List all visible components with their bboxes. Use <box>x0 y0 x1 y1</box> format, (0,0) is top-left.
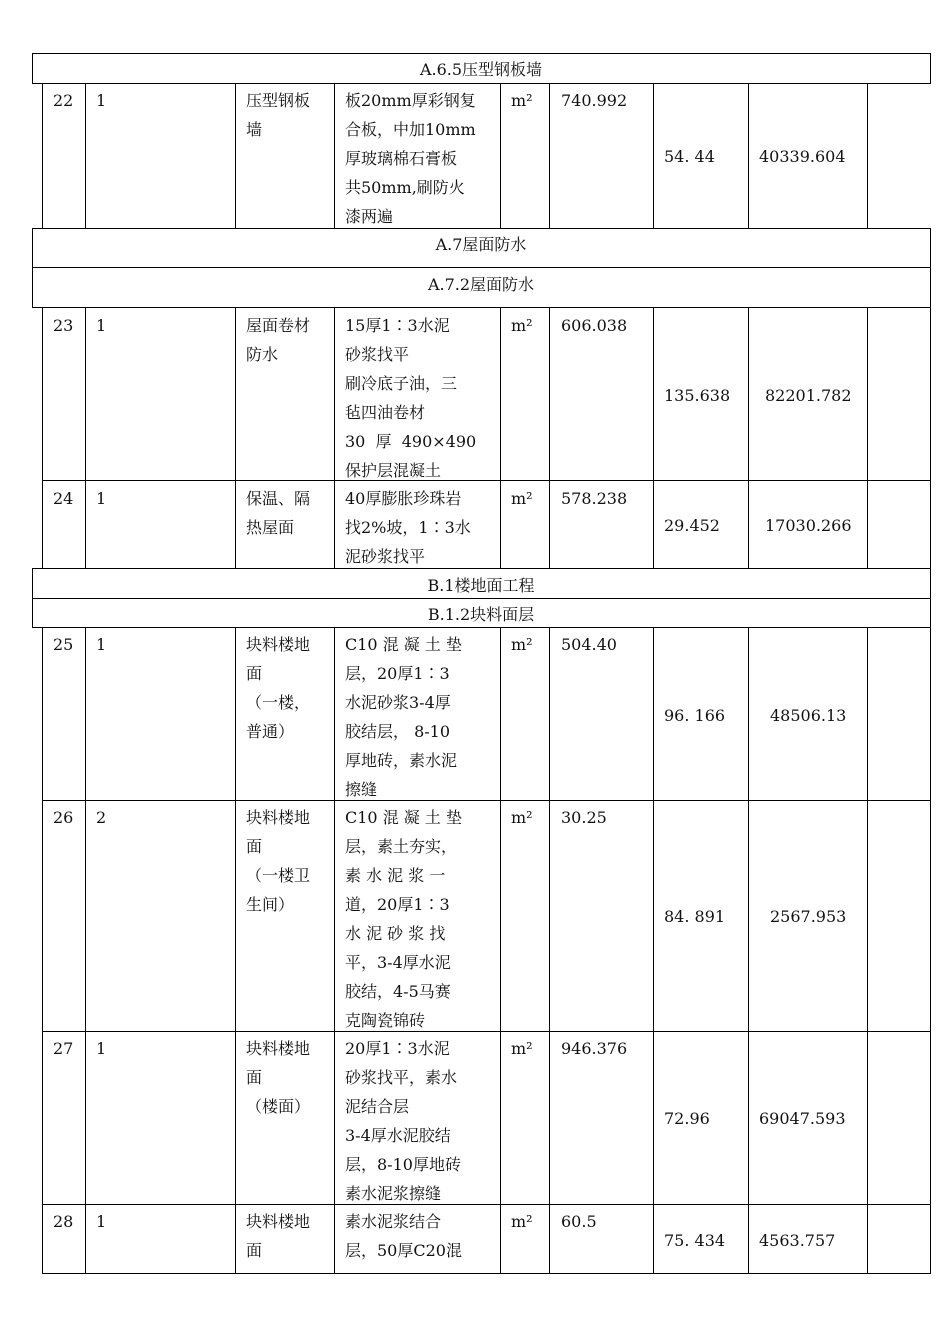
section-header-a65: A.6.5压型钢板墙 <box>419 60 543 79</box>
cell-name: 压型钢板 墙 <box>246 91 311 139</box>
cell-total: 48506.13 <box>770 706 847 725</box>
table-rule <box>930 627 931 1273</box>
cell-qty: 60.5 <box>561 1212 597 1231</box>
table-rule <box>930 568 931 627</box>
table-rule <box>549 83 550 228</box>
cell-no: 28 <box>53 1212 74 1231</box>
table-rule <box>85 627 86 1273</box>
cell-name: 块料楼地 面 （一楼卫 生间） <box>246 808 311 914</box>
cell-total: 2567.953 <box>770 907 847 926</box>
cell-total: 69047.593 <box>759 1109 846 1128</box>
table-rule <box>930 228 931 307</box>
cell-price: 75. 434 <box>664 1231 726 1250</box>
cell-total: 40339.604 <box>759 147 846 166</box>
cell-unit: m² <box>511 489 533 508</box>
cell-name: 屋面卷材 防水 <box>246 316 311 364</box>
cell-no: 22 <box>53 91 74 110</box>
cell-desc: C10 混 凝 土 垫 层，20厚1∶3 水泥砂浆3-4厚 胶结层， 8-10 厚地砖，素水泥 擦缝 <box>345 635 462 799</box>
table-rule <box>85 83 86 228</box>
table-rule <box>32 53 33 83</box>
table-rule <box>85 307 86 568</box>
cell-unit: m² <box>511 808 533 827</box>
cell-price: 96. 166 <box>664 706 726 725</box>
table-rule <box>32 53 931 54</box>
table-rule <box>42 1204 931 1205</box>
cell-seq: 1 <box>96 316 107 335</box>
cell-name: 块料楼地 面 （一楼， 普通） <box>246 635 311 741</box>
table-rule <box>42 1031 931 1032</box>
table-rule <box>748 307 749 568</box>
table-rule <box>42 83 43 228</box>
cell-unit: m² <box>511 316 533 335</box>
cell-seq: 1 <box>96 1212 107 1231</box>
cell-no: 23 <box>53 316 74 335</box>
section-header-a7: A.7屋面防水 <box>435 235 527 254</box>
cell-qty: 606.038 <box>561 316 628 335</box>
cell-no: 27 <box>53 1039 74 1058</box>
cell-price: 135.638 <box>664 386 731 405</box>
cell-price: 29.452 <box>664 516 720 535</box>
table-rule <box>32 568 931 569</box>
table-rule <box>235 307 236 568</box>
table-rule <box>500 83 501 228</box>
table-rule <box>32 598 931 599</box>
cell-seq: 1 <box>96 91 107 110</box>
cell-name: 块料楼地 面 <box>246 1212 311 1260</box>
table-rule <box>42 627 43 1273</box>
cell-qty: 740.992 <box>561 91 628 110</box>
cell-desc: 15厚1∶3水泥 砂浆找平 刷冷底子油，三 毡四油卷材 30 厚 490×490 保护层混凝土 <box>345 316 477 480</box>
table-rule <box>748 83 749 228</box>
cell-no: 25 <box>53 635 74 654</box>
table-rule <box>334 627 335 1273</box>
cell-qty: 504.40 <box>561 635 617 654</box>
cell-total: 82201.782 <box>765 386 852 405</box>
section-header-a72: A.7.2屋面防水 <box>427 275 535 294</box>
cell-desc: 20厚1∶3水泥 砂浆找平，素水 泥结合层 3-4厚水泥胶结 层，8-10厚地砖 素水泥浆擦缝 <box>345 1039 461 1203</box>
cell-price: 72.96 <box>664 1109 710 1128</box>
table-rule <box>42 800 931 801</box>
table-rule <box>334 83 335 228</box>
table-rule <box>32 568 33 627</box>
table-rule <box>930 53 931 83</box>
table-rule <box>653 83 654 228</box>
table-rule <box>653 627 654 1273</box>
table-rule <box>549 307 550 568</box>
cell-qty: 30.25 <box>561 808 607 827</box>
cell-desc: 素水泥浆结合 层，50厚C20混 <box>345 1212 462 1260</box>
cell-desc: 板20mm厚彩钢复 合板，中加10mm 厚玻璃棉石膏板 共50mm,刷防火 漆两遍 <box>345 91 476 226</box>
table-rule <box>42 480 931 481</box>
table-rule <box>235 83 236 228</box>
cell-seq: 2 <box>96 808 107 827</box>
table-rule <box>867 307 868 568</box>
cell-desc: C10 混 凝 土 垫 层，素土夯实， 素 水 泥 浆 一 道，20厚1∶3 水 泥 砂 浆 找 平，3-4厚水泥 胶结，4-5马赛 克陶瓷锦砖 <box>345 808 462 1030</box>
table-rule <box>867 627 868 1273</box>
cell-unit: m² <box>511 1212 533 1231</box>
cell-no: 26 <box>53 808 74 827</box>
table-rule <box>930 307 931 568</box>
cell-total: 4563.757 <box>759 1231 836 1250</box>
cell-seq: 1 <box>96 635 107 654</box>
table-rule <box>32 228 33 307</box>
table-rule <box>32 307 931 308</box>
cell-qty: 578.238 <box>561 489 628 508</box>
cell-name: 块料楼地 面 （楼面） <box>246 1039 311 1116</box>
table-rule <box>42 307 43 568</box>
table-rule <box>549 627 550 1273</box>
cell-unit: m² <box>511 635 533 654</box>
cell-unit: m² <box>511 91 533 110</box>
cell-seq: 1 <box>96 489 107 508</box>
section-header-b1: B.1楼地面工程 <box>427 576 535 595</box>
cell-qty: 946.376 <box>561 1039 628 1058</box>
table-rule <box>235 627 236 1273</box>
section-header-b12: B.1.2块料面层 <box>427 605 535 624</box>
table-rule <box>500 307 501 568</box>
cell-desc: 40厚膨胀珍珠岩 找2%坡，1∶3水 泥砂浆找平 <box>345 489 471 566</box>
table-rule <box>867 83 868 228</box>
cell-total: 17030.266 <box>765 516 852 535</box>
cell-price: 84. 891 <box>664 907 726 926</box>
table-rule <box>500 627 501 1273</box>
table-rule <box>32 627 931 628</box>
table-rule <box>42 1273 931 1274</box>
table-rule <box>32 267 931 268</box>
table-rule <box>653 307 654 568</box>
table-rule <box>334 307 335 568</box>
cell-name: 保温、隔 热屋面 <box>246 489 311 537</box>
table-rule <box>748 627 749 1273</box>
cell-no: 24 <box>53 489 74 508</box>
table-rule <box>32 83 931 84</box>
cell-seq: 1 <box>96 1039 107 1058</box>
cell-price: 54. 44 <box>664 147 715 166</box>
cell-unit: m² <box>511 1039 533 1058</box>
table-rule <box>32 228 931 229</box>
